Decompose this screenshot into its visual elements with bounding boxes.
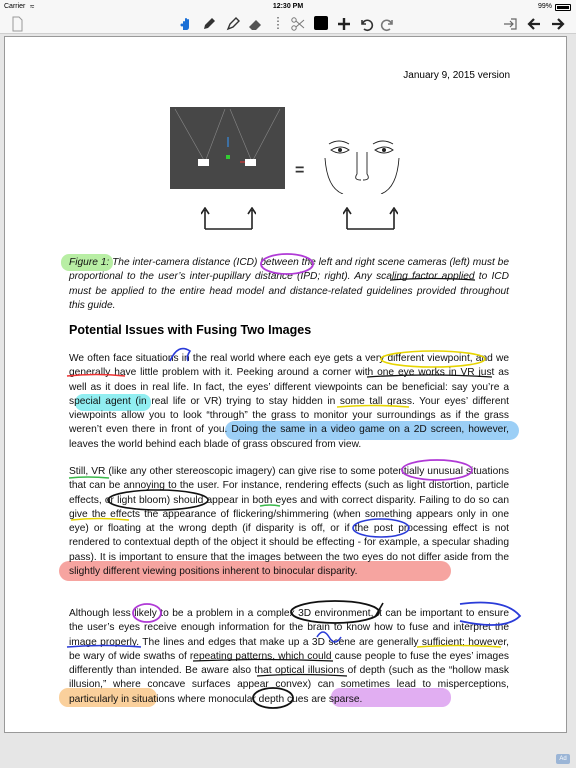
dotted-line-icon[interactable]	[269, 15, 287, 33]
battery-icon	[555, 4, 571, 11]
section-heading: Potential Issues with Fusing Two Images	[69, 323, 312, 337]
clock: 12:30 PM	[272, 3, 304, 10]
prev-page-icon[interactable]	[525, 15, 543, 33]
ad-badge-icon: Ad	[556, 754, 570, 764]
redo-icon[interactable]	[379, 15, 397, 33]
paragraph-2: Still, VR (like any other stereoscopic imagery) can give rise to some potentially unusual situations that can be annoying to the user. For instance, rendering effects (such as light distortion, particle effects, or light bloom) should appear in both eyes and with correct disparity. Failing to do so can give the effects the appearance of flickering/shimmering (when something appears only in one eye) or floating at the wrong depth (if disparity is off, or if the post processing effect is not rendered to contextual depth of the object it should be effecting - for example, a specular shading pass). It is important to ensure that the images between the two eyes do not differ aside from the slightly different viewing positions inherent to binocular disparity.	[69, 466, 509, 578]
undo-icon[interactable]	[357, 15, 375, 33]
equals-sign: =	[295, 162, 305, 179]
status-bar	[0, 0, 576, 14]
document-page[interactable]	[4, 36, 567, 733]
battery-percent: 99%	[537, 3, 552, 10]
caption-text: The inter-camera distance (ICD) between the left and right scene cameras (left) must be proportional to the user’s inter-pupillary distance (IPD; right). Any scaling factor applied to ICD must be applied to the entire head model and distance-related guidelines provided throughout this guide.	[69, 257, 509, 311]
document-icon[interactable]	[8, 15, 26, 33]
export-icon[interactable]	[501, 15, 519, 33]
toolbar	[0, 14, 576, 34]
ipd-arrows	[343, 207, 398, 231]
paragraph-3: Although less likely to be a problem in a complex 3D environment, it can be important to ensure the user’s eyes receive enough information for the brain to know how to fuse and interpret the image properly. The lines and edges that make up a 3D scene are generally sufficient; however, be wary of wide swaths of repeating patterns, which could cause people to fuse the eyes’ images differently than intended. Be aware also that optical illusions of depth (such as the “hollow mask illusion,” where concave surfaces appear convex) can sometimes lead to misperceptions, particularly in situations where monocular depth cues are sparse.	[69, 608, 509, 705]
carrier-label: Carrier	[4, 3, 26, 10]
wifi-icon: ≈	[30, 2, 35, 11]
next-page-icon[interactable]	[549, 15, 567, 33]
pen-icon[interactable]	[200, 15, 218, 33]
hand-icon[interactable]	[176, 15, 194, 33]
figure-caption	[69, 256, 509, 313]
scissors-icon[interactable]	[289, 15, 307, 33]
face-illustration	[323, 134, 403, 194]
caption-label: Figure 1:	[69, 257, 110, 268]
icd-arrows	[201, 207, 256, 231]
paragraph-1: We often face situations in the real world where each eye gets a very different viewpoint, and we generally have little problem with it. Peeking around a corner with one eye works in VR just as well as it does in real life. In fact, the eyes’ different viewpoints can be beneficial: say you’re a special agent (in real life or VR) trying to stay hidden in some tall grass. Your eyes’ different viewpoints allow you to look “through” the grass to monitor your surroundings as if the grass weren’t even there in front of you. Doing the same in a video game on a 2D screen, however, leaves the world behind each blade of grass obscured from view.	[69, 353, 509, 450]
camera-figure	[170, 107, 285, 189]
color-swatch[interactable]	[314, 16, 328, 30]
eraser-icon[interactable]	[246, 15, 264, 33]
version-date: January 9, 2015 version	[403, 70, 510, 81]
plus-icon[interactable]	[335, 15, 353, 33]
highlighter-icon[interactable]	[224, 15, 242, 33]
